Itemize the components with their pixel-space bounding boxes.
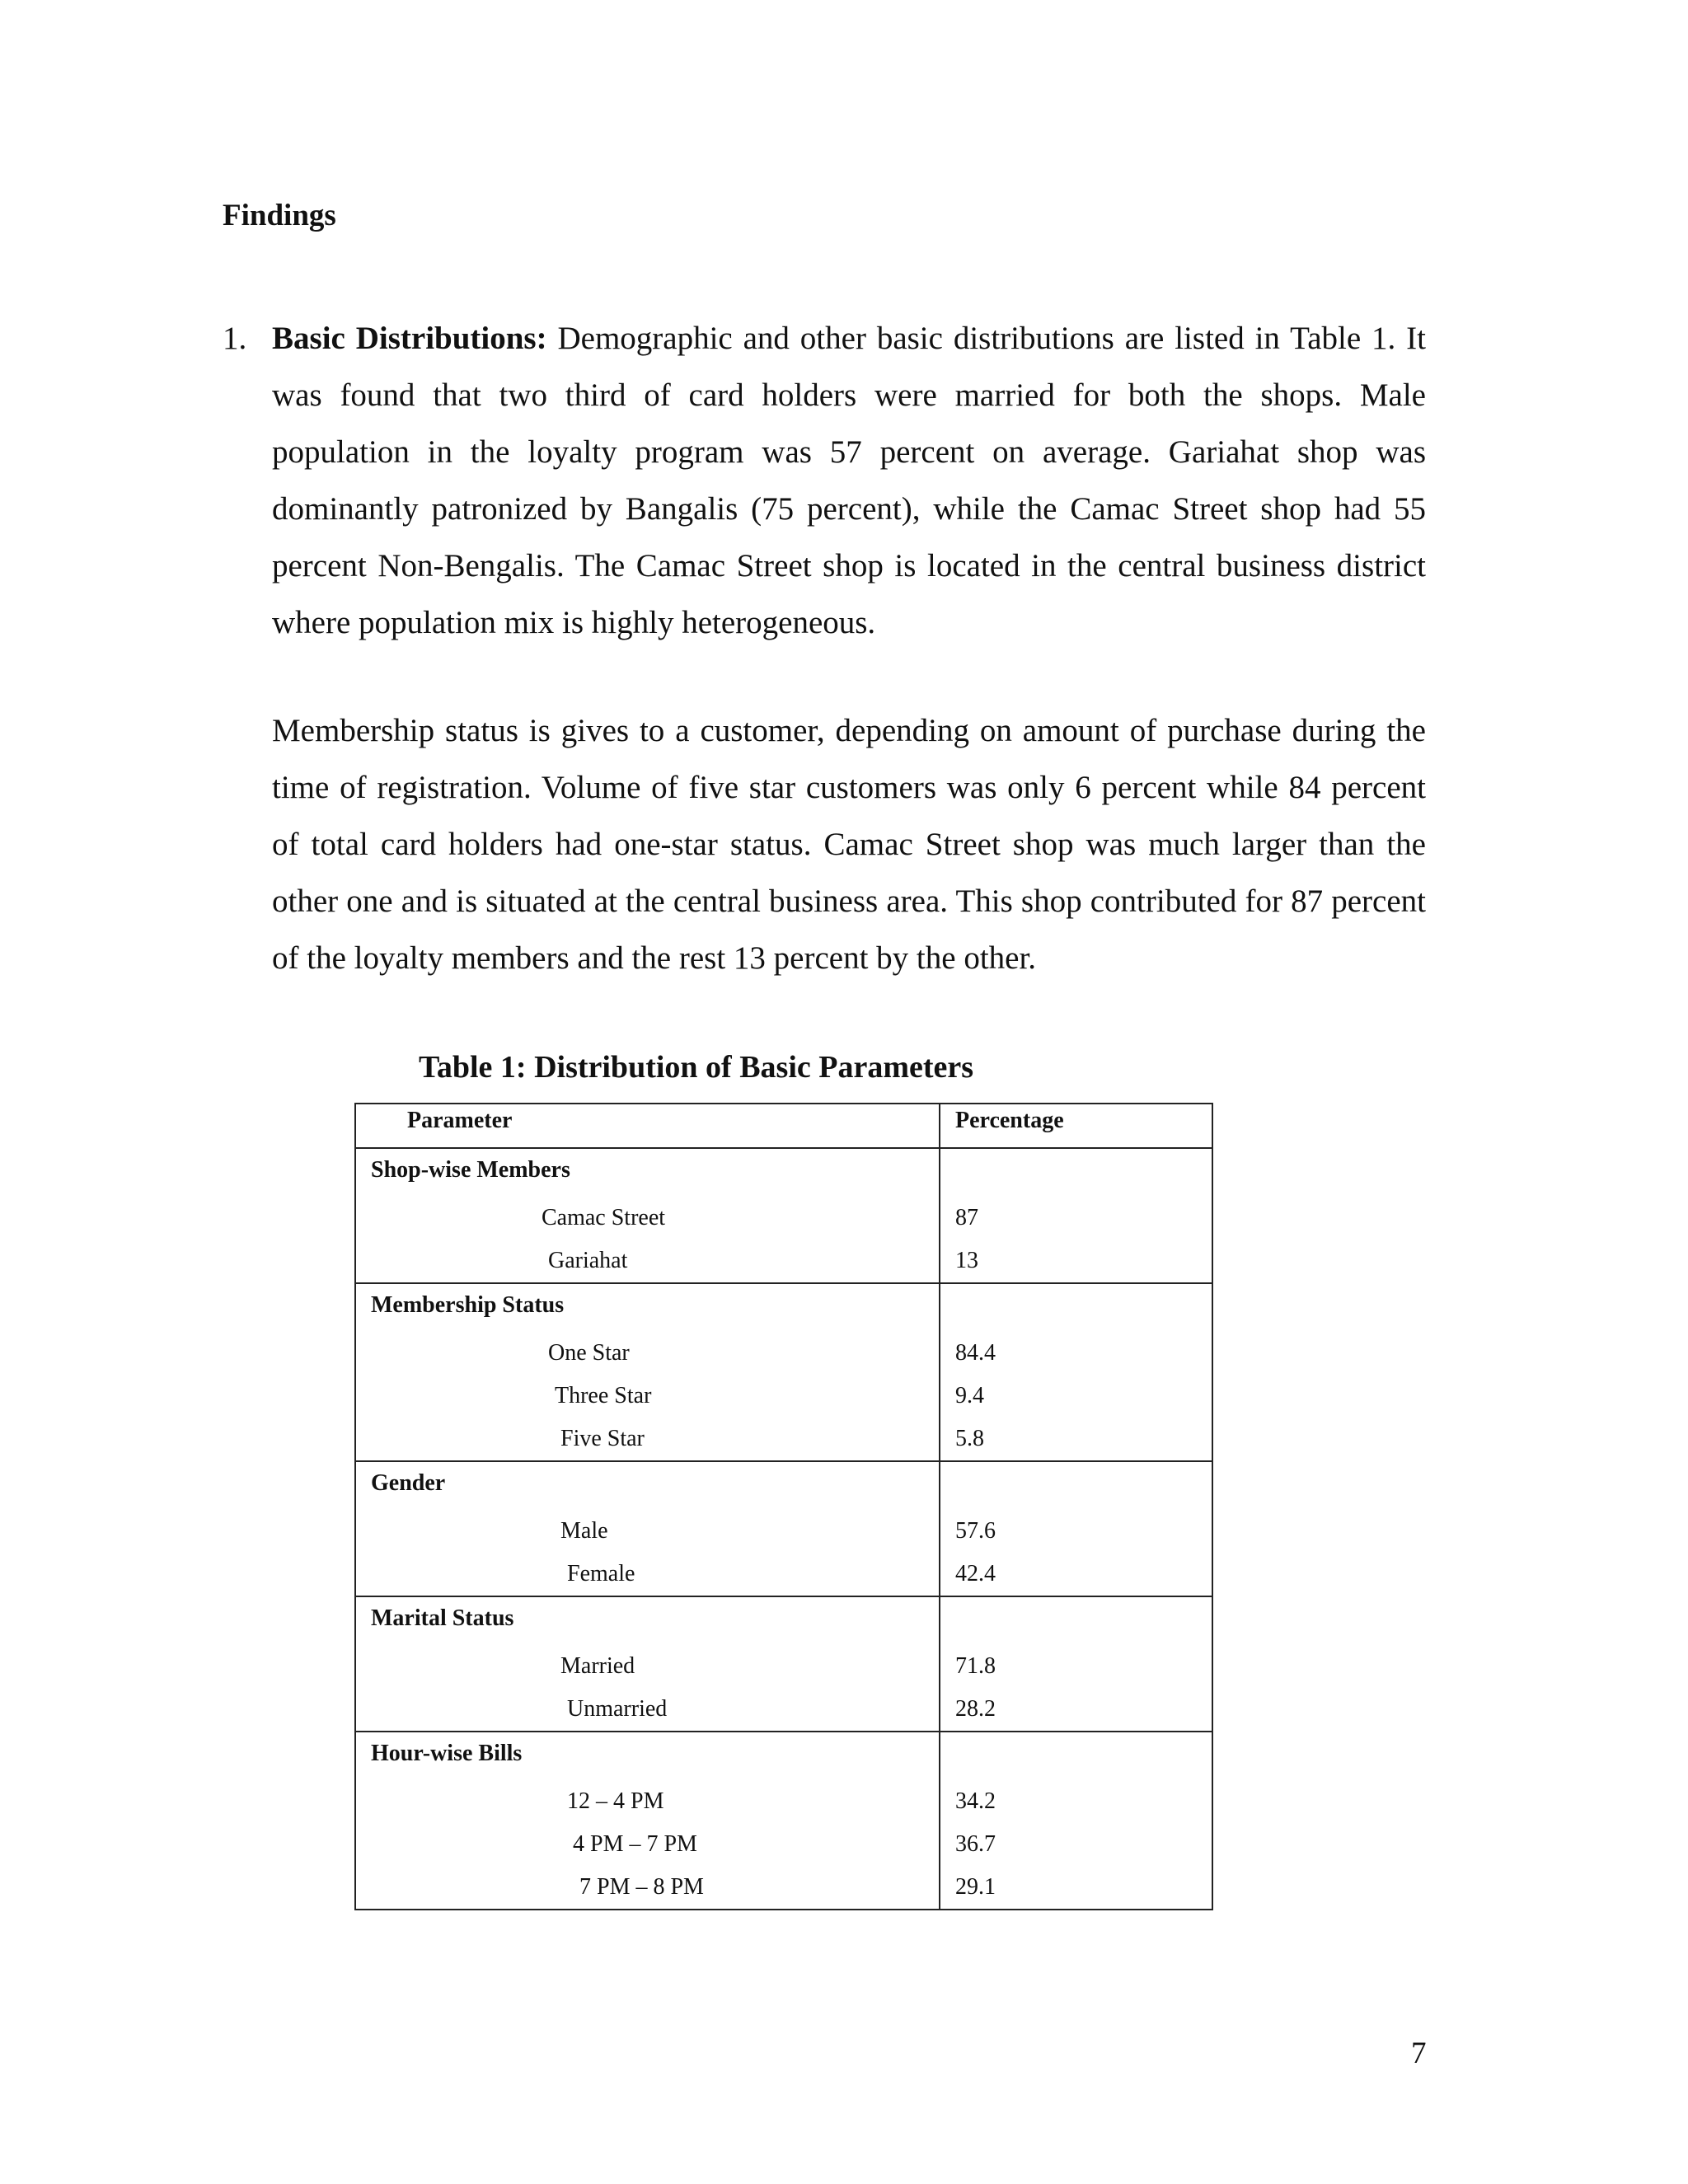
paragraph-membership: Membership status is gives to a customer, depending on amount of purchase during the time of registration. Volume of five star customers was only 6 percent while 84 percent of total card holders had one-star status. Camac Street shop was much larger than the other one and is situated at the central business area. This shop contributed for 87 percent of the loyalty members and the rest 13 percent by the other. [272,713,1426,976]
table-row [355,1240,1212,1283]
row-value: 34.2 [940,1780,1212,1823]
row-value: 84.4 [940,1332,1212,1375]
row-label: 7 PM – 8 PM [355,1866,940,1910]
header-percentage: Percentage [940,1104,1212,1148]
header-parameter: Parameter [355,1104,940,1148]
distribution-table [354,1103,1213,1910]
group-gender [355,1461,1212,1596]
list-item-number: 1. [223,321,247,356]
table-row [355,1375,1212,1418]
table-row [355,1866,1212,1910]
category-label: Gender [355,1461,940,1510]
group-hour-wise-bills [355,1732,1212,1910]
category-label: Membership Status [355,1283,940,1332]
category-label: Hour-wise Bills [355,1732,940,1780]
row-label: Three Star [355,1375,940,1418]
row-label: Female [355,1553,940,1596]
row-value: 28.2 [940,1688,1212,1732]
row-value: 5.8 [940,1418,1212,1461]
group-shop-wise [355,1148,1212,1283]
table-row [355,1197,1212,1240]
table-header-row [355,1104,1212,1148]
table-row [355,1510,1212,1553]
row-value: 36.7 [940,1823,1212,1866]
table-title: Table 1: Distribution of Basic Parameters [419,1050,974,1085]
group-marital-status [355,1596,1212,1732]
row-value: 42.4 [940,1553,1212,1596]
section-heading: Findings [223,199,336,232]
row-label: One Star [355,1332,940,1375]
paragraph-lead: Basic Distributions: [272,321,547,356]
paragraph-basic-distributions [272,310,1426,651]
row-value: 9.4 [940,1375,1212,1418]
table-row [355,1332,1212,1375]
row-label: Married [355,1645,940,1688]
row-label: Gariahat [355,1240,940,1283]
table-row [355,1780,1212,1823]
category-label: Marital Status [355,1596,940,1645]
group-membership-status [355,1283,1212,1461]
paragraph-body: Demographic and other basic distributions are listed in Table 1. It was found that two third of card holders were married for both the shops. Male population in the loyalty program was 57 percent on average. Gariahat shop was dominantly patronized by Bangalis (75 percent), while the Camac Street shop had 55 percent Non-Bengalis. The Camac Street shop is located in the central business district where population mix is highly heterogeneous. [272,321,1426,640]
row-label: 12 – 4 PM [355,1780,940,1823]
row-label: 4 PM – 7 PM [355,1823,940,1866]
row-label: Five Star [355,1418,940,1461]
row-label: Camac Street [355,1197,940,1240]
row-value: 87 [940,1197,1212,1240]
row-label: Male [355,1510,940,1553]
row-value: 29.1 [940,1866,1212,1910]
table-row [355,1823,1212,1866]
row-value: 13 [940,1240,1212,1283]
page-number: 7 [1411,2036,1427,2070]
row-value: 71.8 [940,1645,1212,1688]
row-label: Unmarried [355,1688,940,1732]
table-row [355,1418,1212,1461]
table-row [355,1645,1212,1688]
table-row [355,1553,1212,1596]
row-value: 57.6 [940,1510,1212,1553]
table-row [355,1688,1212,1732]
category-label: Shop-wise Members [355,1148,940,1197]
